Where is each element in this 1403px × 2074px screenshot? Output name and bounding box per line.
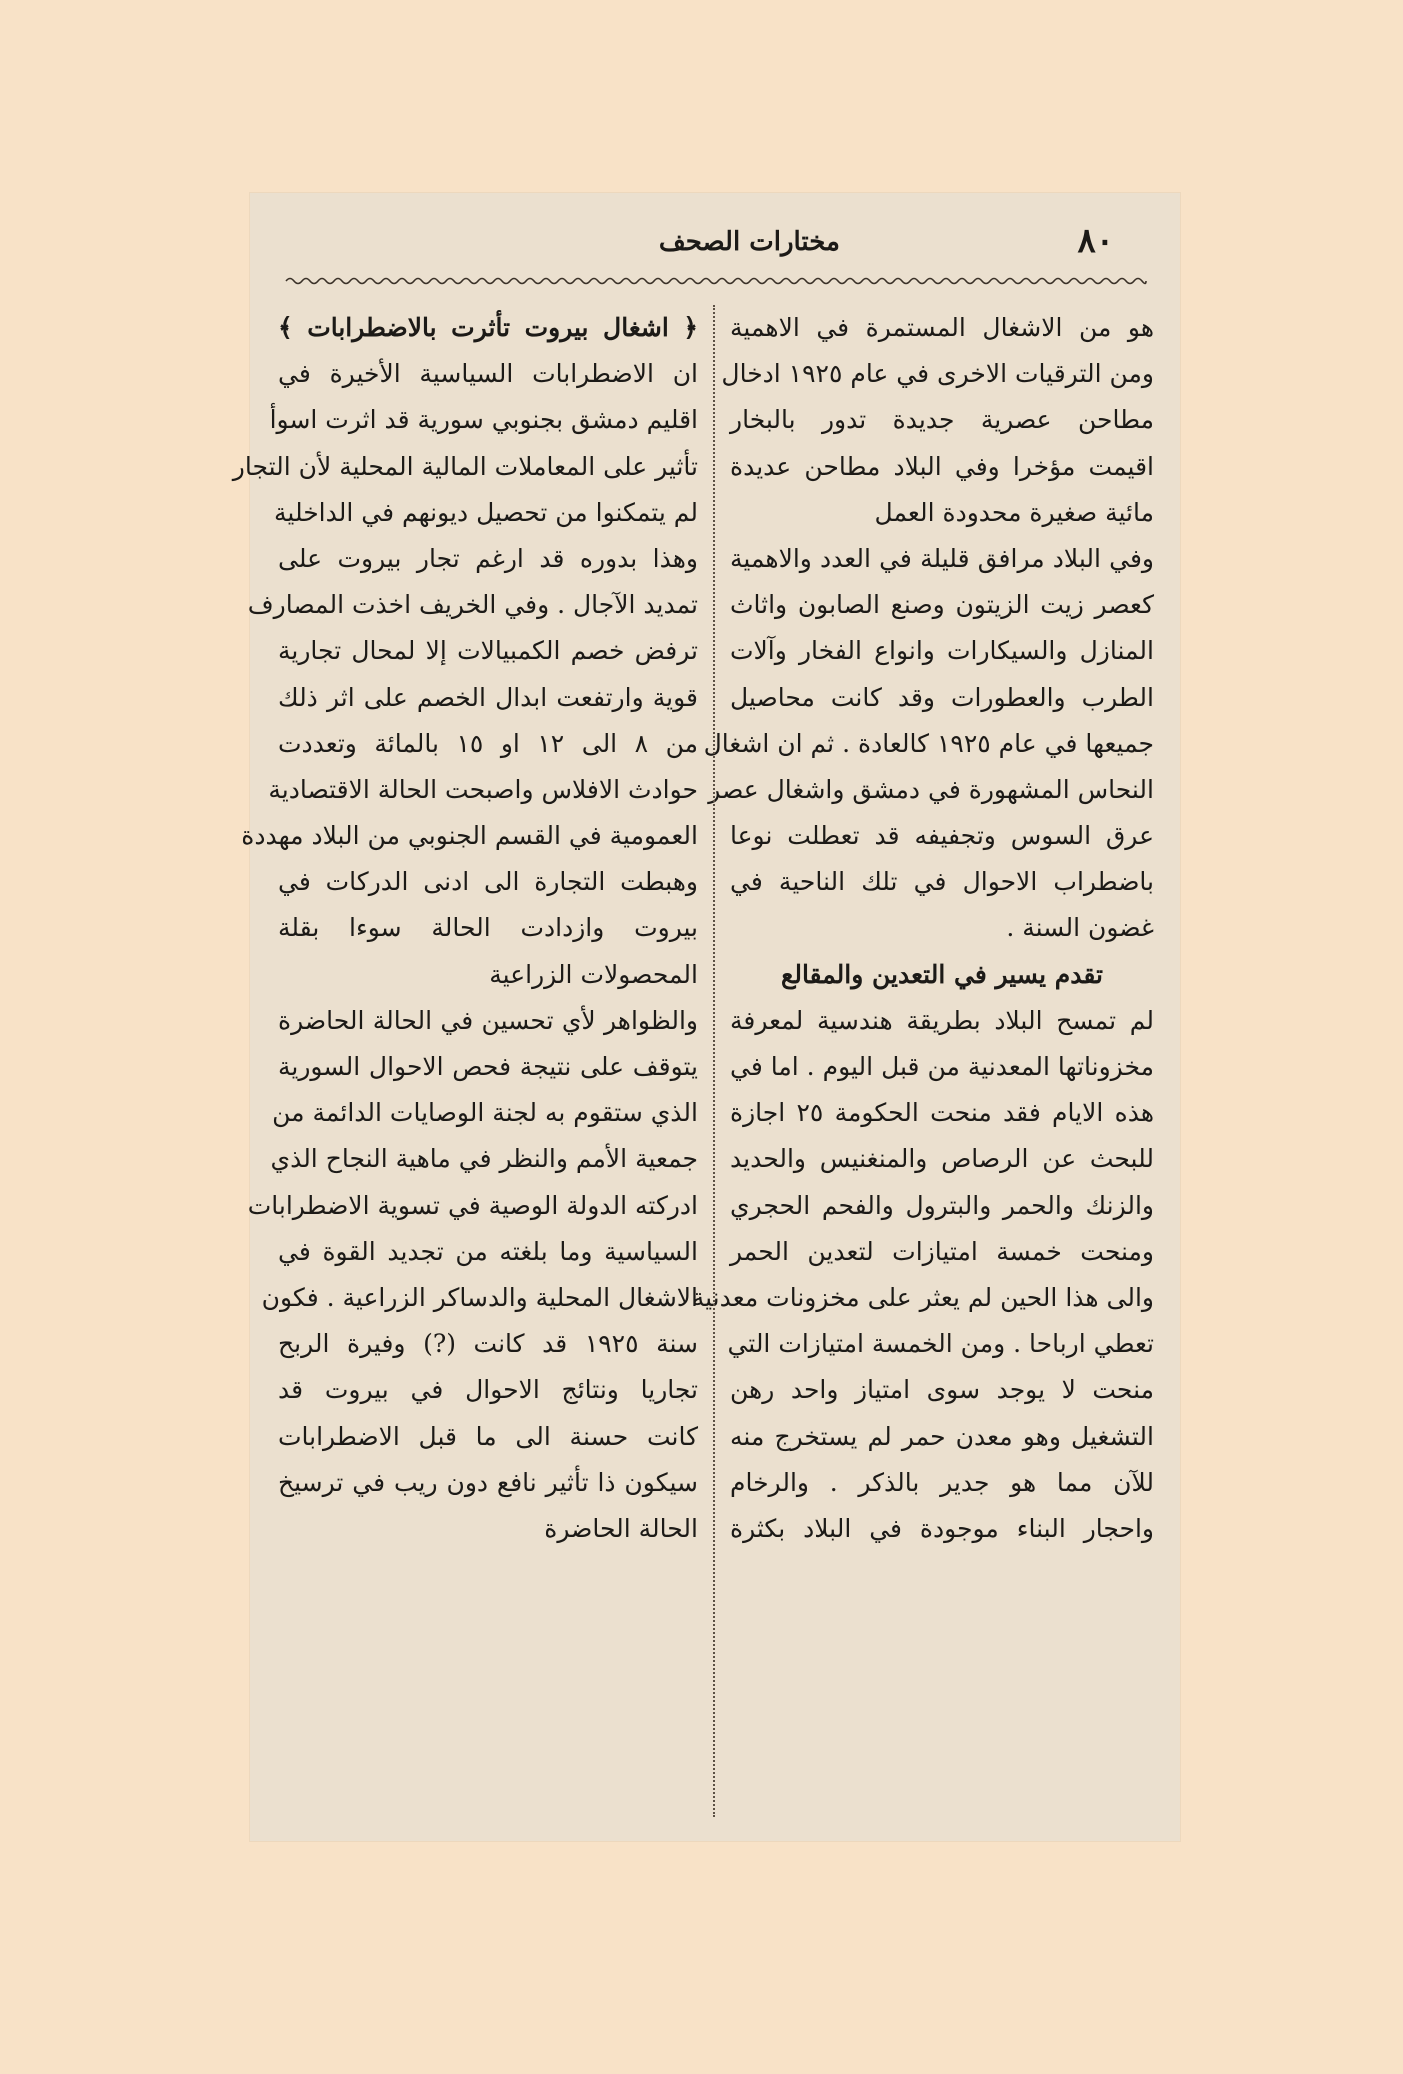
newspaper-page (232, 193, 1180, 1841)
text-line: والظواهر لأي تحسين في الحالة الحاضرة (278, 1005, 698, 1035)
page-number: ٨٠ (1077, 221, 1114, 261)
text-line: تمديد الآجال . وفي الخريف اخذت المصارف (247, 590, 698, 620)
text-line: وهبطت التجارة الى ادنى الدركات في (278, 867, 698, 897)
column-divider (713, 305, 715, 1817)
text-line: العمومية في القسم الجنوبي من البلاد مهددة (241, 821, 698, 851)
text-line: والزنك والحمر والبترول والفحم الحجري (730, 1190, 1154, 1220)
text-line: عرق السوس وتجفيفه قد تعطلت نوعا (730, 821, 1154, 851)
text-line: وفي البلاد مرافق قليلة في العدد والاهمية (730, 543, 1154, 573)
header-wavy-rule (286, 275, 1146, 287)
text-line: منحت لا يوجد سوى امتياز واحد رهن (730, 1375, 1154, 1405)
left-column (232, 305, 699, 1552)
section-heading: تقدم يسير في التعدين والمقالع (781, 959, 1103, 989)
text-line: الذي ستقوم به لجنة الوصايات الدائمة من (272, 1098, 698, 1128)
text-line: هو من الاشغال المستمرة في الاهمية (730, 313, 1154, 342)
text-line: حوادث الافلاس واصبحت الحالة الاقتصادية (268, 774, 698, 804)
text-line: ترفض خصم الكمبيالات إلا لمحال تجارية (278, 636, 698, 666)
text-line: كانت حسنة الى ما قبل الاضطرابات (278, 1421, 698, 1451)
text-line: الاشغال المحلية والدساكر الزراعية . فكون (261, 1282, 698, 1312)
text-line: واحجار البناء موجودة في البلاد بكثرة (730, 1513, 1154, 1543)
text-line: لم تمسح البلاد بطريقة هندسية لمعرفة (730, 1005, 1154, 1035)
page-header (290, 221, 1140, 261)
text-line: والى هذا الحين لم يعثر على مخزونات معدنية (691, 1282, 1154, 1312)
text-line: من ٨ الى ١٢ او ١٥ بالمائة وتعددت (278, 728, 698, 758)
right-column (691, 305, 1155, 1552)
text-line: تأثير على المعاملات المالية المحلية لأن التجار (232, 451, 698, 481)
text-line: مائية صغيرة محدودة العمل (874, 497, 1154, 527)
text-line: باضطراب الاحوال في تلك الناحية في (730, 867, 1154, 897)
text-line: وهذا بدوره قد ارغم تجار بيروت على (278, 543, 698, 573)
text-line: بيروت وازدادت الحالة سوءا بقلة (278, 913, 698, 943)
text-line: قوية وارتفعت ابدال الخصم على اثر ذلك (278, 682, 698, 712)
text-line: للبحث عن الرصاص والمنغنيس والحديد (730, 1144, 1154, 1174)
text-line: السياسية وما بلغته من تجديد القوة في (278, 1236, 698, 1266)
text-line: المنازل والسيكارات وانواع الفخار وآلات (730, 636, 1154, 666)
text-line: ومن الترقيات الاخرى في عام ١٩٢٥ ادخال (721, 359, 1154, 389)
text-line: الحالة الحاضرة (544, 1513, 698, 1543)
text-line: المحصولات الزراعية (489, 959, 698, 989)
text-line: جميعها في عام ١٩٢٥ كالعادة . ثم ان اشغال (703, 728, 1154, 758)
section-heading: ﴿ اشغال بيروت تأثرت بالاضطرابات ﴾ (278, 313, 698, 342)
text-line: يتوقف على نتيجة فحص الاحوال السورية (278, 1052, 698, 1081)
text-line: ادركته الدولة الوصية في تسوية الاضطرابات (247, 1190, 698, 1220)
text-line: ومنحت خمسة امتيازات لتعدين الحمر (730, 1236, 1154, 1266)
text-line: كعصر زيت الزيتون وصنع الصابون واثاث (730, 590, 1154, 620)
running-title: مختارات الصحف (658, 227, 840, 257)
text-line: ان الاضطرابات السياسية الأخيرة في (278, 359, 698, 389)
text-line: جمعية الأمم والنظر في ماهية النجاح الذي (270, 1144, 698, 1174)
text-line: سنة ١٩٢٥ قد كانت (?) وفيرة الربح (278, 1329, 699, 1359)
text-line: تعطي ارباحا . ومن الخمسة امتيازات التي (727, 1329, 1154, 1359)
text-line: غضون السنة . (1006, 913, 1154, 943)
text-line: تجاريا ونتائج الاحوال في بيروت قد (278, 1375, 698, 1405)
text-line: اقليم دمشق بجنوبي سورية قد اثرت اسوأ (269, 405, 698, 435)
text-line: مطاحن عصرية جديدة تدور بالبخار (730, 405, 1154, 435)
text-line: مخزوناتها المعدنية من قبل اليوم . اما في (730, 1052, 1154, 1081)
text-line: النحاس المشهورة في دمشق واشغال عصر (708, 774, 1154, 804)
text-line: التشغيل وهو معدن حمر لم يستخرج منه (730, 1421, 1154, 1451)
text-line: سيكون ذا تأثير نافع دون ريب في ترسيخ (278, 1467, 698, 1497)
text-line: هذه الايام فقد منحت الحكومة ٢٥ اجازة (730, 1098, 1155, 1128)
text-line: لم يتمكنوا من تحصيل ديونهم في الداخلية (274, 497, 698, 527)
text-line: للآن مما هو جدير بالذكر . والرخام (730, 1467, 1154, 1497)
text-line: اقيمت مؤخرا وفي البلاد مطاحن عديدة (730, 451, 1154, 481)
text-line: الطرب والعطورات وقد كانت محاصيل (730, 682, 1154, 712)
